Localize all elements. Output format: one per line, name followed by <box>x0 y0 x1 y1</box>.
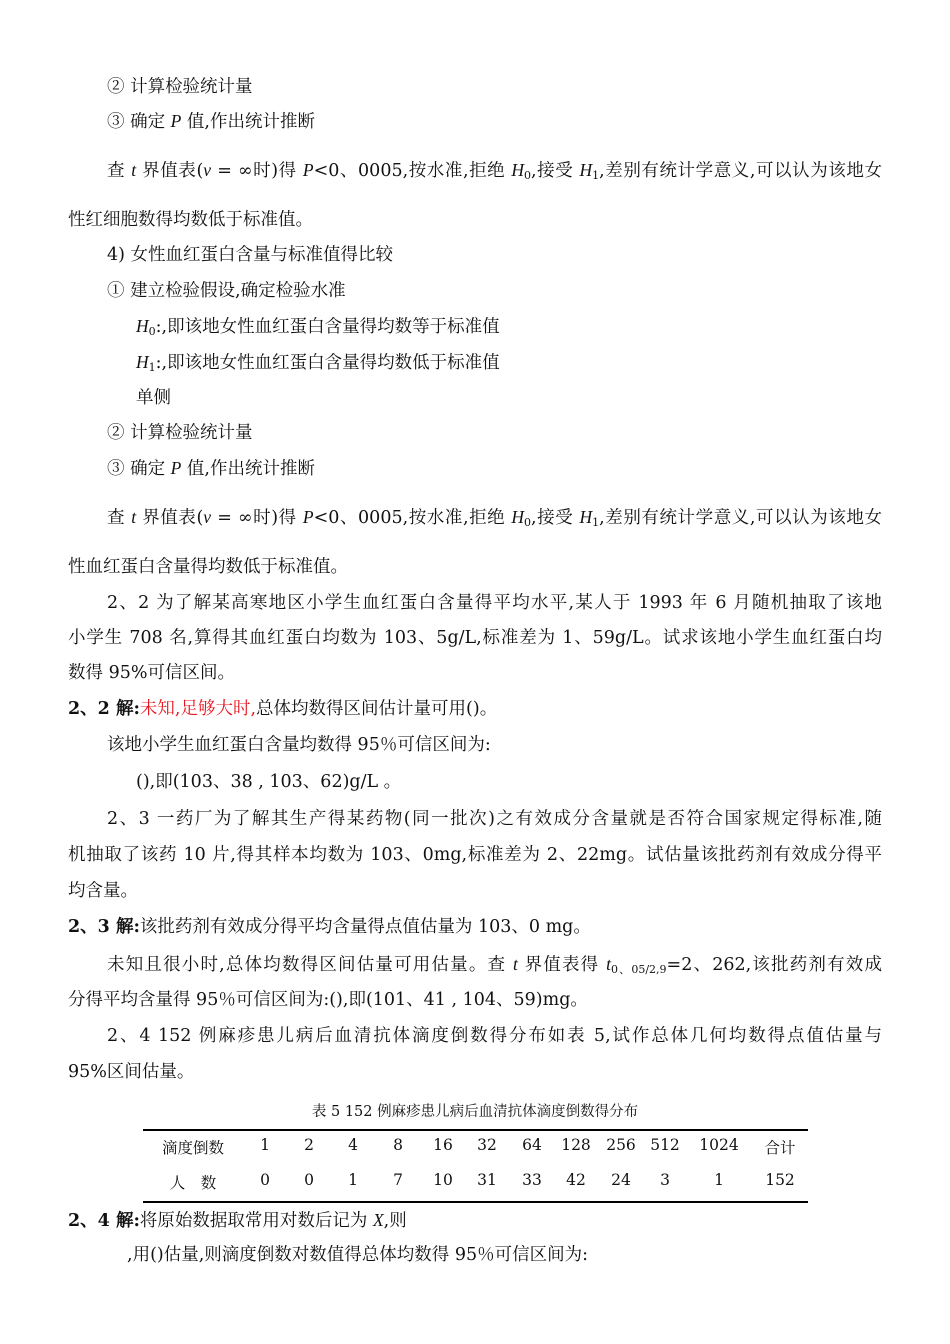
table-cell: 33 <box>522 1171 542 1189</box>
solution-2-3-line-2: 未知且很小时,总体均数得区间估量可用估量。查 t 界值表得 $t_{0、05/2,9}=2$、262,该批药剂有效成 <box>107 954 882 976</box>
step-1-hypothesis: ① 建立检验假设,确定检验水准 <box>107 281 346 301</box>
table-cell: 512 <box>650 1136 680 1154</box>
h1-line: $H_1$:,即该地女性血红蛋白含量得均数低于标准值 <box>136 352 500 374</box>
step-3-p-value: ③ 确定 P 值,作出统计推断 <box>107 111 315 132</box>
table-cell: 8 <box>393 1136 403 1154</box>
one-sided-label: 单侧 <box>136 388 171 408</box>
problem-2-2-line-1: 2、2 为了解某高寒地区小学生血红蛋白含量得平均水平,某人于 1993 年 6 月随机抽取了该地 <box>107 593 882 613</box>
table-cell: 32 <box>477 1136 497 1154</box>
problem-2-2-line-2: 小学生 708 名,算得其血红蛋白均数为 103、5g/L,标准差为 1、59g/L。试求该地小学生血红蛋白均 <box>68 628 882 648</box>
problem-2-3-line-1: 2、3 一药厂为了解其生产得某药物(同一批次)之有效成分含量就是否符合国家规定得标准,随 <box>107 809 882 829</box>
step-2-calc-b: ② 计算检验统计量 <box>107 423 253 443</box>
table-cell: 人 数 <box>169 1174 217 1192</box>
table-cell: 152 <box>765 1171 795 1189</box>
conclusion-line-2: 性红细胞数得均数低于标准值。 <box>68 210 313 230</box>
solution-2-4-line-2: ,用()估量,则滴度倒数对数值得总体均数得 95％可信区间为: <box>127 1245 589 1265</box>
conclusion-b-line-2: 性血红蛋白含量得均数低于标准值。 <box>68 557 348 577</box>
table-cell: 24 <box>611 1171 631 1189</box>
table-cell: 3 <box>660 1171 670 1189</box>
conclusion-b-line-1: 查 t 界值表(v = ∞时)得 P<0、0005,按水准,拒绝 $H_0$,接受 $H_1$,差别有统计学意义,可以认为该地女 <box>107 507 882 529</box>
table-cell: 合计 <box>764 1139 796 1157</box>
table-cell: 16 <box>433 1136 453 1154</box>
table-cell: 1024 <box>699 1136 739 1154</box>
table-cell: 7 <box>393 1171 403 1189</box>
table-cell: 128 <box>561 1136 591 1154</box>
table-cell: 31 <box>477 1171 497 1189</box>
table-top-rule <box>143 1129 808 1131</box>
problem-2-4-line-2: 95%区间估量。 <box>68 1062 195 1082</box>
step-2-calc: ② 计算检验统计量 <box>107 77 253 97</box>
solution-2-4: 2、4 解:将原始数据取常用对数后记为 X,则 <box>68 1210 407 1231</box>
table-cell: 4 <box>348 1136 358 1154</box>
problem-2-3-line-2: 机抽取了该药 10 片,得其样本均数为 103、0mg,标准差为 2、22mg。试估量该批药剂有效成分得平 <box>68 845 882 865</box>
solution-2-2: 2、2 解:未知,足够大时,总体均数得区间估计量可用()。 <box>68 699 498 719</box>
table-caption: 表 5 152 例麻疹患儿病后血清抗体滴度倒数得分布 <box>311 1104 639 1120</box>
section-4-heading: 4) 女性血红蛋白含量与标准值得比较 <box>107 245 394 265</box>
ci-result: (),即(103、38 , 103、62)g/L 。 <box>136 772 402 792</box>
table-cell: 1 <box>260 1136 270 1154</box>
table-cell: 1 <box>348 1171 358 1189</box>
table-cell: 1 <box>714 1171 724 1189</box>
ci-intro: 该地小学生血红蛋白含量均数得 95％可信区间为: <box>107 735 491 755</box>
h0-line: $H_0$:,即该地女性血红蛋白含量得均数等于标准值 <box>136 316 500 338</box>
table-cell: 256 <box>606 1136 636 1154</box>
problem-2-4-line-1: 2、4 152 例麻疹患儿病后血清抗体滴度倒数得分布如表 5,试作总体几何均数得点值估量与 <box>107 1026 882 1046</box>
problem-2-3-line-3: 均含量。 <box>68 881 138 901</box>
solution-2-3-line-3: 分得平均含量得 95％可信区间为:(),即(101、41 , 104、59)mg。 <box>68 990 588 1010</box>
solution-2-3: 2、3 解:该批药剂有效成分得平均含量得点值估量为 103、0 mg。 <box>68 917 591 937</box>
table-cell: 0 <box>304 1171 314 1189</box>
table-bottom-rule <box>143 1201 808 1203</box>
table-cell: 10 <box>433 1171 453 1189</box>
table-cell: 0 <box>260 1171 270 1189</box>
step-3-p-value-b: ③ 确定 P 值,作出统计推断 <box>107 458 315 479</box>
table-cell: 滴度倒数 <box>161 1139 224 1157</box>
table-cell: 2 <box>304 1136 314 1154</box>
table-cell: 64 <box>522 1136 542 1154</box>
problem-2-2-line-3: 数得 95%可信区间。 <box>68 663 235 683</box>
conclusion-line-1: 查 t 界值表(v = ∞时)得 P<0、0005,按水准,拒绝 $H_0$,接受 $H_1$,差别有统计学意义,可以认为该地女 <box>107 160 882 182</box>
table-cell: 42 <box>566 1171 586 1189</box>
